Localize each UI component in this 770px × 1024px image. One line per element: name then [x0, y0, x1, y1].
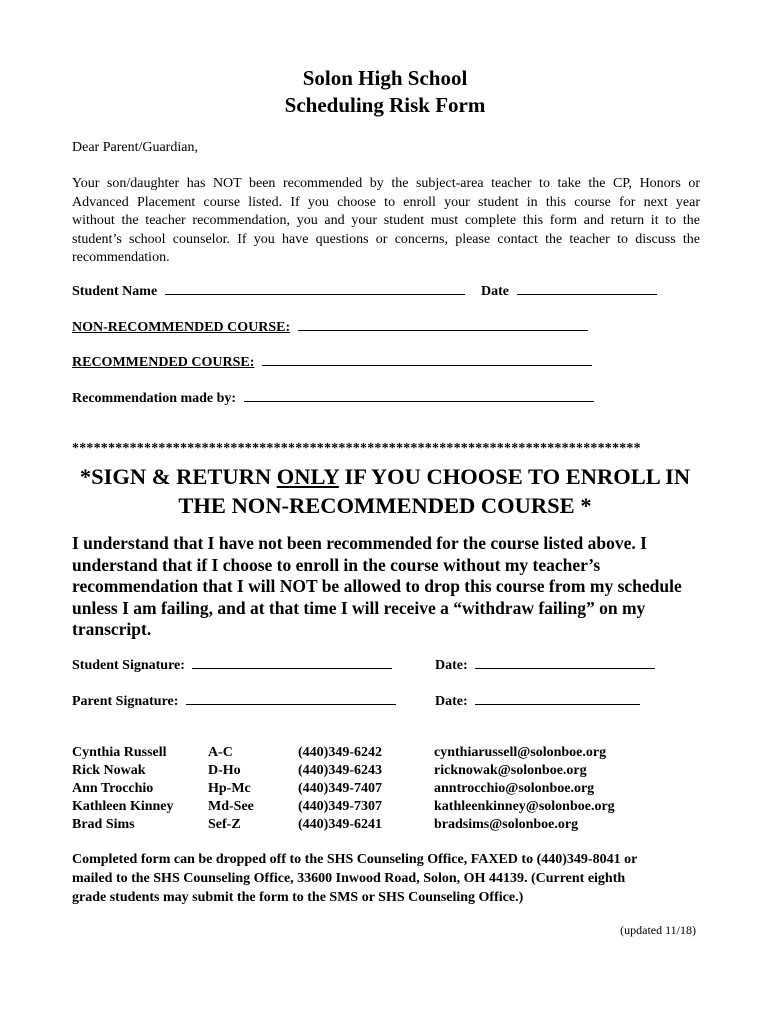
contact-phone: (440)349-6241 — [298, 817, 382, 832]
statement-line: understand that if I choose to enroll in the course without my teacher’s — [72, 554, 601, 575]
contact-range: Hp-Mc — [208, 781, 251, 796]
student-name-label: Student Name — [72, 284, 158, 299]
contact-row — [72, 816, 702, 834]
contact-phone: (440)349-7307 — [298, 799, 382, 814]
notice-line-2: THE NON-RECOMMENDED COURSE * — [178, 493, 592, 518]
statement-line: recommendation that I will NOT be allowed to drop this course from my schedule — [72, 576, 682, 596]
contact-range: Md-See — [208, 799, 254, 814]
student-name-input[interactable] — [165, 282, 465, 295]
recommended-course-label: RECOMMENDED COURSE: — [72, 355, 255, 370]
contact-range: D-Ho — [208, 763, 241, 778]
student-name-field — [72, 282, 465, 300]
student-date-label: Date: — [435, 658, 468, 673]
student-date-input[interactable] — [475, 656, 655, 669]
statement-line: I understand that I have not been recommended for the course listed above. I — [72, 533, 647, 553]
date-label: Date — [481, 284, 509, 299]
student-signature-field — [72, 656, 392, 674]
recommendation-by-field — [72, 389, 594, 407]
intro-line: without the teacher recommendation, you and your student must complete this form and return it to the — [72, 213, 700, 229]
contact-name: Brad Sims — [72, 817, 135, 832]
contact-phone: (440)349-7407 — [298, 781, 382, 796]
contact-row — [72, 762, 702, 780]
footer-line: grade students may submit the form to the SMS or SHS Counseling Office.) — [72, 890, 524, 905]
parent-signature-field — [72, 692, 396, 710]
intro-line: Advanced Placement course listed. If you choose to enroll your student in this course for next year — [72, 194, 700, 210]
student-date-field — [435, 656, 655, 674]
acknowledgement-statement — [72, 533, 702, 641]
statement-line: transcript. — [72, 619, 152, 639]
contact-name: Ann Trocchio — [72, 781, 154, 796]
contact-email[interactable]: kathleenkinney@solonboe.org — [434, 799, 615, 814]
parent-date-input[interactable] — [475, 692, 640, 705]
contact-email[interactable]: cynthiarussell@solonboe.org — [434, 745, 607, 760]
contact-name: Rick Nowak — [72, 763, 146, 778]
non-recommended-course-input[interactable] — [298, 318, 588, 331]
notice-text: *SIGN & RETURN — [79, 464, 277, 489]
recommendation-by-input[interactable] — [244, 389, 594, 402]
contact-row — [72, 744, 702, 762]
contact-row — [72, 780, 702, 798]
contact-range: Sef-Z — [208, 817, 241, 832]
contact-phone: (440)349-6242 — [298, 745, 382, 760]
statement-line: unless I am failing, and at that time I will receive a “withdraw failing” on my — [72, 597, 646, 618]
greeting: Dear Parent/Guardian, — [72, 140, 198, 155]
notice-text: IF YOU CHOOSE TO ENROLL IN — [338, 464, 691, 489]
parent-signature-label: Parent Signature: — [72, 694, 179, 709]
contact-email[interactable]: bradsims@solonboe.org — [434, 817, 579, 832]
non-recommended-course-field — [72, 318, 588, 336]
recommendation-by-label: Recommendation made by: — [72, 391, 237, 406]
school-title: Solon High School — [302, 66, 468, 90]
intro-paragraph — [72, 175, 700, 268]
student-signature-label: Student Signature: — [72, 658, 185, 673]
recommended-course-field — [72, 353, 592, 371]
contact-email[interactable]: ricknowak@solonboe.org — [434, 763, 587, 778]
contact-email[interactable]: anntrocchio@solonboe.org — [434, 781, 595, 796]
notice-heading — [0, 462, 770, 520]
form-title: Scheduling Risk Form — [284, 93, 486, 117]
notice-only: ONLY — [276, 464, 339, 489]
intro-line: Your son/daughter has NOT been recommended by the subject-area teacher to take the CP, Honors or — [72, 176, 700, 191]
separator: ******************************************************************************* — [72, 441, 641, 456]
footer-line: Completed form can be dropped off to the SHS Counseling Office, FAXED to (440)349-8041 or — [72, 852, 638, 867]
contact-name: Cynthia Russell — [72, 745, 167, 760]
date-input[interactable] — [517, 282, 657, 295]
recommended-course-input[interactable] — [262, 353, 592, 366]
parent-signature-input[interactable] — [186, 692, 396, 705]
intro-line: student’s school counselor. If you have questions or concerns, please contact the teacher to discuss the — [72, 231, 700, 247]
date-field — [481, 282, 657, 300]
contact-phone: (440)349-6243 — [298, 763, 382, 778]
parent-date-field — [435, 692, 640, 710]
student-signature-input[interactable] — [192, 656, 392, 669]
contact-name: Kathleen Kinney — [72, 799, 174, 814]
non-recommended-course-label: NON-RECOMMENDED COURSE: — [72, 320, 291, 335]
updated-date: (updated 11/18) — [620, 923, 696, 937]
parent-date-label: Date: — [435, 694, 468, 709]
submission-instructions — [72, 850, 702, 907]
counselor-contacts — [72, 744, 702, 834]
intro-line: recommendation. — [72, 250, 170, 266]
notice-line-1 — [0, 462, 770, 491]
footer-line: mailed to the SHS Counseling Office, 33600 Inwood Road, Solon, OH 44139. (Current eighth — [72, 871, 626, 886]
contact-range: A-C — [208, 745, 233, 760]
contact-row — [72, 798, 702, 816]
